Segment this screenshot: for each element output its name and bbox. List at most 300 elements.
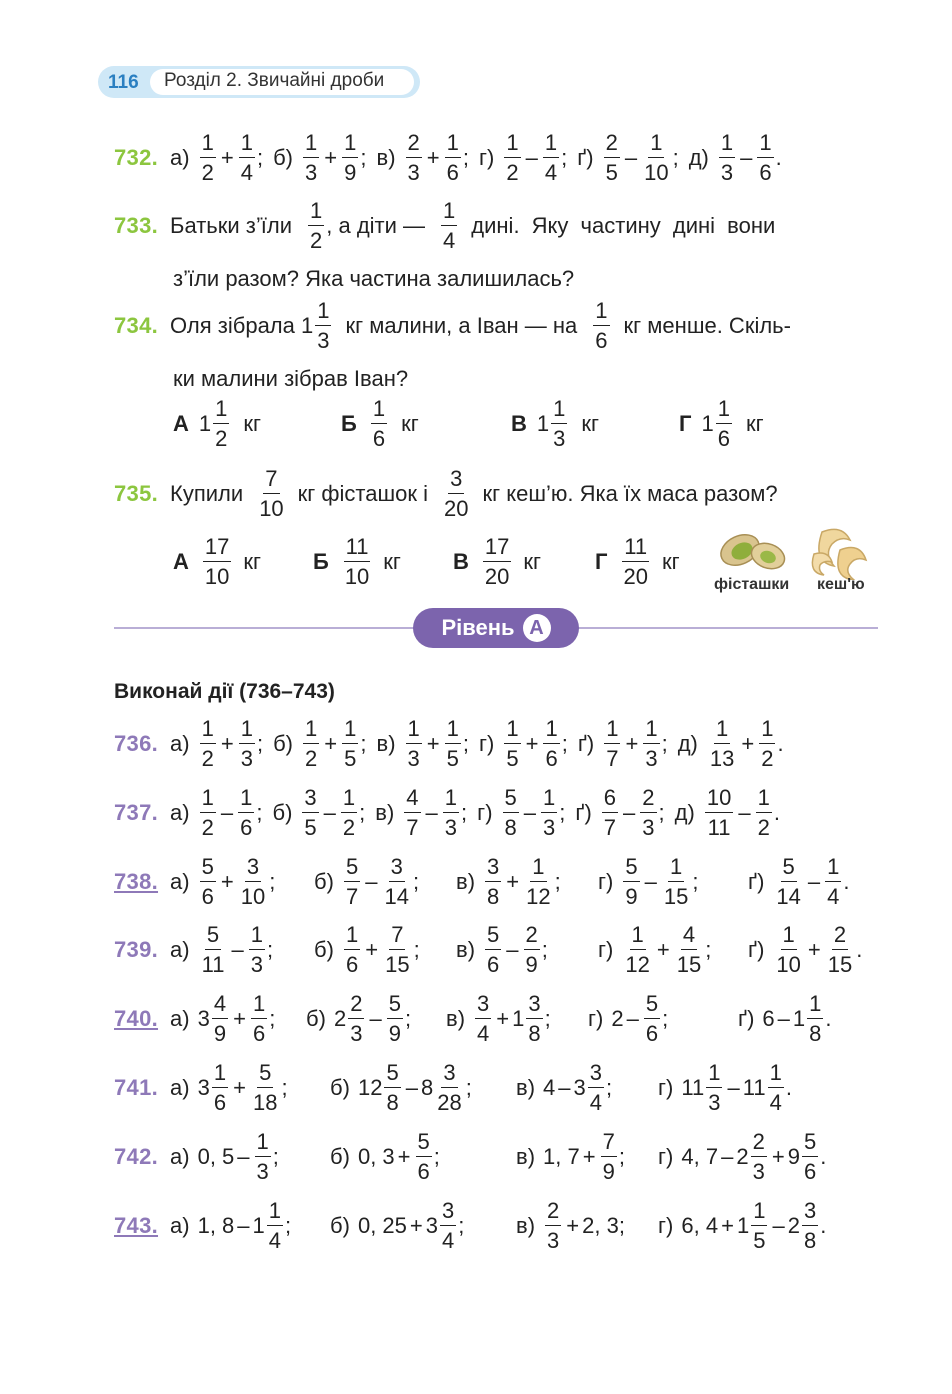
text: 1 bbox=[716, 398, 732, 424]
text: 2 bbox=[761, 746, 774, 771]
fraction bbox=[200, 924, 227, 976]
fraction bbox=[341, 787, 357, 839]
text: 2 bbox=[611, 1006, 624, 1031]
text: 3 bbox=[543, 815, 556, 840]
text: – bbox=[807, 869, 821, 894]
text: 1 bbox=[643, 718, 659, 744]
expression-item: г) $\frac{1}{2}$ – $\frac{1}{4}$ ; bbox=[479, 130, 568, 185]
text: Батьки з’їли bbox=[170, 213, 292, 238]
text: + bbox=[220, 731, 234, 756]
text: 6 bbox=[803, 1159, 817, 1184]
text: 1 bbox=[756, 787, 772, 813]
text: 4 bbox=[769, 1090, 782, 1115]
text: – bbox=[237, 1144, 250, 1169]
fraction bbox=[757, 132, 773, 184]
expression-item: а) $\frac{5}{11}$ – $\frac{1}{3}$ ; bbox=[170, 922, 274, 977]
fraction bbox=[601, 1131, 617, 1183]
text: А bbox=[173, 549, 189, 574]
text: 4 bbox=[404, 787, 420, 813]
text: 9 bbox=[344, 160, 357, 185]
text: 736. bbox=[114, 731, 159, 756]
text: – bbox=[740, 145, 753, 170]
text: 4 bbox=[544, 160, 558, 185]
text: в) bbox=[456, 869, 476, 894]
pistachio-label: фісташки bbox=[714, 576, 790, 593]
text: 4, 7 bbox=[681, 1144, 719, 1169]
text: + bbox=[426, 145, 440, 170]
fraction bbox=[440, 1200, 456, 1252]
problem-732 bbox=[114, 126, 782, 190]
text: 9 bbox=[388, 1021, 401, 1046]
fraction bbox=[343, 536, 371, 588]
text: 3 bbox=[553, 426, 566, 451]
fraction bbox=[371, 398, 387, 450]
text: + bbox=[426, 731, 440, 756]
text: 2 bbox=[348, 993, 364, 1019]
text: а) bbox=[170, 1075, 190, 1100]
expression-item: в) $\frac{3}{8}$ + $\frac{1}{12}$ ; bbox=[456, 854, 561, 909]
fraction bbox=[623, 924, 651, 976]
text: 7 bbox=[601, 1131, 617, 1157]
problem-734-line2: ки малини зібрав Іван? bbox=[173, 366, 409, 391]
text: 1 bbox=[252, 1213, 265, 1238]
text: 0, 25 bbox=[357, 1213, 407, 1238]
text: 4 bbox=[681, 924, 697, 950]
fraction bbox=[621, 536, 649, 588]
fraction bbox=[774, 924, 802, 976]
expression-item: в) $\frac{1}{3}$ + $\frac{1}{5}$ ; bbox=[376, 716, 469, 771]
text: кг фісташок і bbox=[297, 481, 428, 506]
text: 734. bbox=[114, 313, 159, 338]
expression-item: ґ) $\frac{6}{7}$ – $\frac{2}{3}$ ; bbox=[575, 785, 665, 840]
text: б) bbox=[330, 1213, 350, 1238]
expression-item: а) 3 $\frac{4}{9}$ + $\frac{1}{6}$ ; bbox=[170, 991, 276, 1046]
text: 1 bbox=[445, 132, 461, 158]
expression-item: б) $\frac{3}{5}$ – $\frac{1}{2}$ ; bbox=[272, 785, 366, 840]
cashew-label: кеш'ю bbox=[817, 576, 865, 593]
text: 12 bbox=[357, 1075, 383, 1100]
text: 735. bbox=[114, 481, 159, 506]
fraction bbox=[640, 787, 656, 839]
text: 741. bbox=[114, 1075, 159, 1100]
text: кг менше. Скіль- bbox=[623, 313, 791, 338]
fraction bbox=[503, 787, 519, 839]
text: Рівень bbox=[441, 615, 515, 640]
text: г) bbox=[588, 1006, 604, 1031]
text: 2 bbox=[305, 746, 318, 771]
fraction bbox=[475, 993, 491, 1045]
expression-item bbox=[679, 398, 764, 450]
expression-item: ґ) $\frac{1}{7}$ + $\frac{1}{3}$ ; bbox=[577, 716, 668, 771]
text: в) bbox=[446, 1006, 466, 1031]
text: 6 bbox=[545, 746, 558, 771]
text: 3 bbox=[440, 1200, 456, 1226]
text: 8 bbox=[504, 815, 517, 840]
text: 1 bbox=[251, 993, 267, 1019]
text: 2 bbox=[751, 1131, 767, 1157]
text: 1 bbox=[443, 787, 459, 813]
text: 1 bbox=[701, 411, 714, 436]
text: 8 bbox=[809, 1021, 822, 1046]
text: 1 bbox=[212, 1062, 228, 1088]
problem-733 bbox=[114, 194, 878, 258]
expression-item: д) $\frac{1}{3}$ – $\frac{1}{6}$ . bbox=[688, 130, 782, 185]
expression-item: г) $\frac{5}{8}$ – $\frac{1}{3}$ ; bbox=[477, 785, 566, 840]
text: + bbox=[365, 937, 379, 962]
text: 4 bbox=[443, 228, 456, 253]
text: 5 bbox=[304, 815, 317, 840]
text: 1 bbox=[759, 718, 775, 744]
fraction bbox=[759, 718, 775, 770]
text: 1 bbox=[604, 718, 620, 744]
text: – bbox=[623, 800, 636, 825]
text: 5 bbox=[344, 856, 360, 882]
text: 2 bbox=[524, 924, 540, 950]
text: б) bbox=[314, 937, 334, 962]
text: 2 bbox=[215, 426, 228, 451]
fraction bbox=[445, 132, 461, 184]
fraction bbox=[200, 718, 216, 770]
text: 3 bbox=[425, 1213, 439, 1238]
text: + bbox=[741, 731, 755, 756]
text: в) bbox=[376, 731, 396, 756]
fraction bbox=[257, 468, 285, 520]
text: ґ) bbox=[577, 731, 595, 756]
text: 1 bbox=[668, 856, 684, 882]
fraction bbox=[485, 924, 501, 976]
fraction bbox=[387, 993, 403, 1045]
text: – bbox=[777, 1006, 790, 1031]
text: – bbox=[365, 869, 378, 894]
fraction bbox=[545, 1200, 561, 1252]
text: 2 bbox=[342, 815, 356, 840]
fraction bbox=[604, 718, 620, 770]
text: ґ) bbox=[575, 800, 592, 825]
text: 11 bbox=[742, 1075, 766, 1100]
text: + bbox=[582, 1144, 596, 1169]
text: а) bbox=[170, 145, 190, 170]
text: г) bbox=[479, 731, 495, 756]
text: 3 bbox=[708, 1090, 721, 1115]
text: + bbox=[220, 869, 234, 894]
text: 2 bbox=[604, 132, 620, 158]
expression-item bbox=[511, 398, 679, 450]
text: 6 bbox=[446, 160, 459, 185]
text: кг кеш’ю. Яка їх маса разом? bbox=[482, 481, 778, 506]
text: 5 bbox=[200, 856, 216, 882]
expression-item: ґ) 6 – 1 $\frac{1}{8}$ . bbox=[738, 991, 832, 1046]
text: б) bbox=[306, 1006, 326, 1031]
problem-735-options bbox=[173, 530, 680, 594]
text: б) bbox=[330, 1144, 350, 1169]
expression-item: в) $\frac{4}{7}$ – $\frac{1}{3}$ ; bbox=[375, 785, 468, 840]
problem-739 bbox=[114, 918, 862, 982]
text: 10 bbox=[240, 884, 266, 909]
text: 15 bbox=[385, 952, 410, 977]
nuts-illustration bbox=[712, 520, 872, 580]
text: + bbox=[506, 869, 520, 894]
text: кг bbox=[243, 411, 262, 436]
text: 1 bbox=[504, 718, 520, 744]
text: 5 bbox=[205, 924, 221, 950]
fraction bbox=[303, 132, 319, 184]
text: 6 bbox=[762, 1006, 775, 1031]
text: 1 bbox=[344, 924, 360, 950]
fraction bbox=[443, 787, 459, 839]
problem-740 bbox=[114, 987, 832, 1051]
fraction bbox=[416, 1131, 432, 1183]
text: Б bbox=[341, 411, 357, 436]
text: 1 bbox=[504, 132, 520, 158]
text: ґ) bbox=[748, 937, 765, 962]
text: 1 bbox=[371, 398, 387, 424]
text: г) bbox=[477, 800, 493, 825]
text: 14 bbox=[776, 884, 801, 909]
text: 6 bbox=[201, 884, 214, 909]
fraction bbox=[344, 856, 360, 908]
text: – bbox=[506, 937, 519, 962]
fraction bbox=[342, 132, 358, 184]
text: 4 bbox=[589, 1090, 603, 1115]
text: 3 bbox=[197, 1075, 210, 1100]
text: 5 bbox=[384, 1062, 400, 1088]
text: 1 bbox=[239, 718, 255, 744]
text: + bbox=[233, 1075, 246, 1100]
text: 8 bbox=[487, 884, 500, 909]
fraction bbox=[543, 132, 559, 184]
fraction bbox=[588, 1062, 604, 1114]
text: 7 bbox=[606, 746, 619, 771]
fraction bbox=[543, 718, 559, 770]
text: В bbox=[453, 549, 469, 574]
text: + bbox=[771, 1144, 785, 1169]
expression-item bbox=[313, 536, 453, 588]
text: дині. Яку частину дині вони bbox=[471, 213, 776, 238]
text: 5 bbox=[344, 746, 357, 771]
fraction bbox=[249, 924, 265, 976]
expression-item: г) 2 – $\frac{5}{6}$ ; bbox=[588, 991, 669, 1046]
text: а) bbox=[170, 1144, 190, 1169]
text: 1 bbox=[200, 787, 216, 813]
text: 2 bbox=[640, 787, 656, 813]
text: 2 bbox=[310, 228, 323, 253]
text: 4 bbox=[543, 1075, 556, 1100]
expression-item: б) 0, 25 + 3 $\frac{3}{4}$ ; bbox=[330, 1198, 465, 1253]
text: 9 bbox=[625, 884, 638, 909]
text: 1 bbox=[308, 200, 324, 226]
text: 1 bbox=[825, 856, 841, 882]
text: – bbox=[624, 145, 638, 170]
text: 17 bbox=[483, 536, 511, 562]
fraction bbox=[382, 856, 410, 908]
text: 1 bbox=[543, 718, 559, 744]
text: 20 bbox=[623, 564, 648, 589]
fraction bbox=[524, 856, 552, 908]
text: – bbox=[772, 1213, 785, 1238]
text: – bbox=[644, 869, 657, 894]
text: + bbox=[566, 1213, 580, 1238]
problem-743 bbox=[114, 1194, 826, 1258]
text: а) bbox=[170, 731, 190, 756]
fraction bbox=[604, 132, 620, 184]
fraction bbox=[212, 993, 228, 1045]
fraction bbox=[267, 1200, 283, 1252]
text: в) bbox=[516, 1213, 536, 1238]
text: 5 bbox=[503, 787, 519, 813]
fraction bbox=[441, 200, 457, 252]
expression-item: в) $\frac{2}{3}$ + $\frac{1}{6}$ ; bbox=[376, 130, 469, 185]
expression-item: а) 3 $\frac{1}{6}$ + $\frac{5}{18}$ ; bbox=[170, 1060, 288, 1115]
text: 3 bbox=[475, 993, 491, 1019]
fraction bbox=[239, 856, 267, 908]
text: 18 bbox=[252, 1090, 278, 1115]
fraction bbox=[541, 787, 557, 839]
fraction bbox=[526, 993, 542, 1045]
text: ґ) bbox=[738, 1006, 755, 1031]
text: 6 bbox=[252, 1021, 266, 1046]
text: д) bbox=[677, 731, 698, 756]
text: 5 bbox=[802, 1131, 818, 1157]
problem-742 bbox=[114, 1125, 826, 1189]
text: 2 bbox=[333, 1006, 347, 1031]
text: 1 bbox=[543, 132, 559, 158]
expression-item: г) 6, 4 + 1 $\frac{1}{5}$ – 2 $\frac{3}{8}$ . bbox=[658, 1198, 827, 1253]
text: 1 bbox=[303, 132, 319, 158]
fraction bbox=[751, 1131, 767, 1183]
level-letter: A bbox=[523, 614, 551, 642]
text: А bbox=[173, 411, 189, 436]
text: 6 bbox=[372, 426, 386, 451]
text: – bbox=[525, 145, 538, 170]
text: 4 bbox=[268, 1228, 282, 1253]
text: 1 bbox=[630, 924, 646, 950]
problem-738 bbox=[114, 850, 850, 914]
text: 732. bbox=[114, 145, 159, 170]
expression-item: а) $\frac{5}{6}$ + $\frac{3}{10}$ ; bbox=[170, 854, 276, 909]
text: 1 bbox=[648, 132, 664, 158]
text: 6 bbox=[213, 1090, 227, 1115]
text: 17 bbox=[203, 536, 231, 562]
text: г) bbox=[598, 937, 614, 962]
text: + bbox=[409, 1213, 423, 1238]
text: 5 bbox=[781, 856, 797, 882]
expression-item: в) $\frac{3}{4}$ + 1 $\frac{3}{8}$ ; bbox=[446, 991, 551, 1046]
fraction bbox=[239, 718, 255, 770]
expression-item: д) $\frac{1}{13}$ + $\frac{1}{2}$ . bbox=[677, 716, 784, 771]
text: 1 bbox=[341, 787, 357, 813]
text: 10 bbox=[204, 564, 230, 589]
text: 8 bbox=[386, 1090, 399, 1115]
fraction bbox=[442, 468, 470, 520]
text: 2 bbox=[545, 1200, 561, 1226]
text: г) bbox=[658, 1213, 674, 1238]
text: 1 bbox=[768, 1062, 784, 1088]
text: 1 bbox=[751, 1200, 767, 1226]
text: кг bbox=[401, 411, 419, 436]
text: – bbox=[231, 937, 244, 962]
text: 1 bbox=[342, 718, 358, 744]
fraction bbox=[200, 132, 216, 184]
fraction bbox=[705, 787, 733, 839]
text: Г bbox=[595, 549, 608, 574]
text: 5 bbox=[416, 1131, 432, 1157]
fraction bbox=[602, 787, 618, 839]
text: 1, 8 bbox=[197, 1213, 235, 1238]
text: 1 bbox=[255, 1131, 271, 1157]
text: 6 bbox=[345, 952, 359, 977]
text: 2 bbox=[832, 924, 848, 950]
text: 3 bbox=[526, 993, 542, 1019]
fraction bbox=[203, 536, 231, 588]
text: 3 bbox=[645, 746, 658, 771]
text: 6 bbox=[595, 328, 608, 353]
text: 9 bbox=[602, 1159, 615, 1184]
text: 2, 3 bbox=[582, 1213, 619, 1238]
text: 6 bbox=[487, 952, 500, 977]
text: а) bbox=[170, 800, 190, 825]
fraction bbox=[768, 1062, 784, 1114]
text: кг bbox=[523, 549, 542, 574]
fraction bbox=[238, 787, 254, 839]
text: 0, 5 bbox=[197, 1144, 235, 1169]
section-title: Виконай дії (736–743) bbox=[114, 680, 335, 703]
text: 2 bbox=[406, 132, 422, 158]
fraction bbox=[303, 718, 319, 770]
text: 1 bbox=[445, 718, 461, 744]
text: 11 bbox=[201, 952, 225, 977]
fraction bbox=[825, 856, 841, 908]
text: ґ) bbox=[577, 145, 594, 170]
text: + bbox=[721, 1213, 734, 1238]
text: 1 bbox=[406, 718, 422, 744]
text: 3 bbox=[250, 952, 263, 977]
text: 3 bbox=[802, 1200, 818, 1226]
text: 5 bbox=[605, 160, 618, 185]
text: в) bbox=[516, 1144, 536, 1169]
text: 5 bbox=[644, 993, 660, 1019]
fraction bbox=[435, 1062, 463, 1114]
text: 6, 4 bbox=[681, 1213, 719, 1238]
fraction bbox=[504, 132, 520, 184]
text: г) bbox=[479, 145, 495, 170]
text: – bbox=[738, 800, 751, 825]
text: кг bbox=[581, 411, 600, 436]
level-badge bbox=[413, 608, 579, 648]
text: 1 bbox=[200, 132, 216, 158]
text: 6 bbox=[759, 160, 772, 185]
text: – bbox=[425, 800, 438, 825]
text: 3 bbox=[485, 856, 501, 882]
fraction bbox=[807, 993, 823, 1045]
text: 1 bbox=[441, 200, 457, 226]
expression-item bbox=[341, 398, 511, 450]
text: 1 bbox=[551, 398, 567, 424]
text: 8 bbox=[803, 1228, 817, 1253]
text: + bbox=[324, 731, 338, 756]
text: Б bbox=[313, 549, 329, 574]
fraction bbox=[708, 718, 736, 770]
text: Купили bbox=[170, 481, 244, 506]
expression-item bbox=[595, 536, 680, 588]
expression-item: б) $\frac{1}{3}$ + $\frac{1}{9}$ ; bbox=[273, 130, 367, 185]
chapter-title: Розділ 2. Звичайні дроби bbox=[164, 70, 385, 91]
text: 9 bbox=[213, 1021, 227, 1046]
text: В bbox=[511, 411, 527, 436]
fraction bbox=[706, 1062, 722, 1114]
text: 3 bbox=[444, 815, 458, 840]
problem-735 bbox=[114, 462, 778, 526]
text: 11 bbox=[622, 536, 649, 562]
